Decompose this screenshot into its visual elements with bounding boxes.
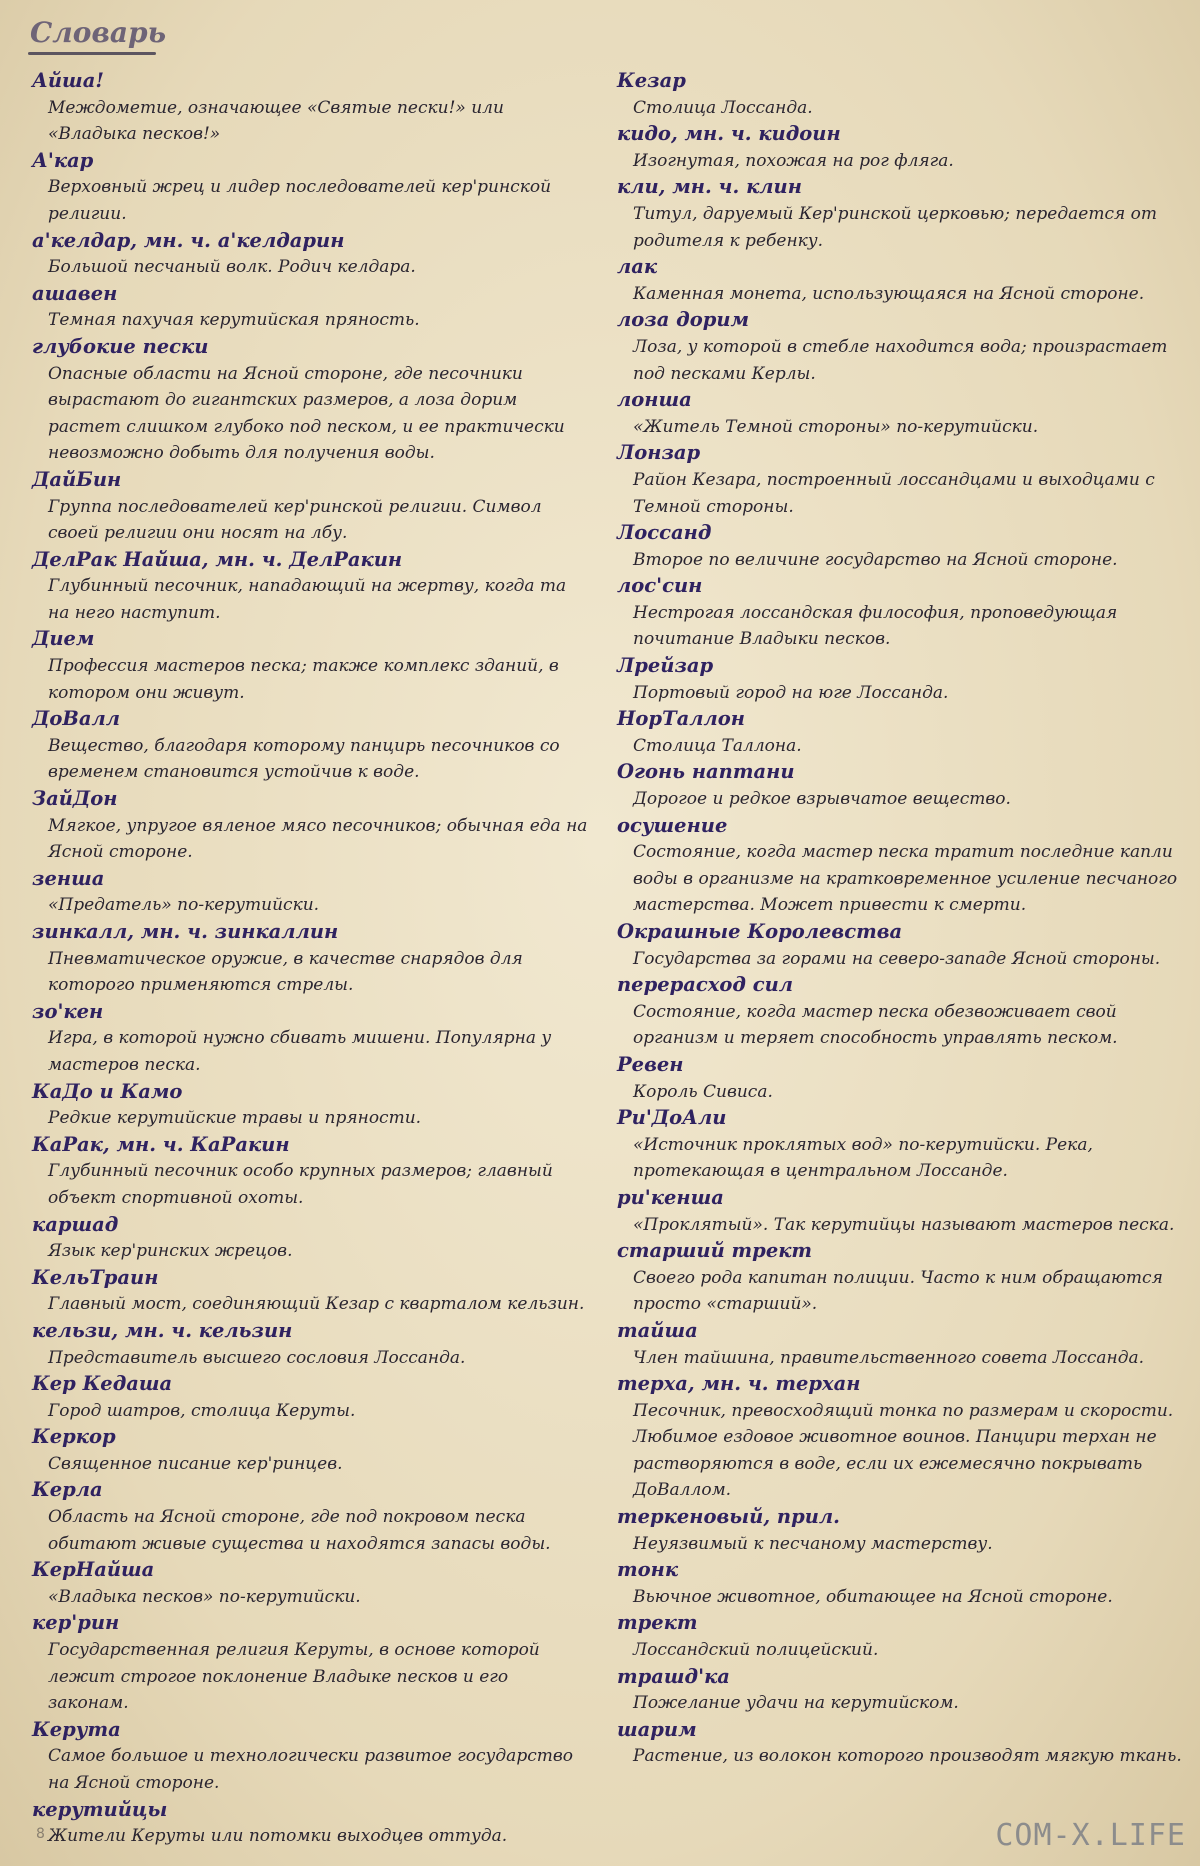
glossary-entry xyxy=(617,1185,1182,1238)
glossary-entry xyxy=(617,1105,1182,1185)
glossary-definition: Междометие, означающее «Святые пески!» или «Владыка песков!» xyxy=(48,97,504,145)
glossary-column-left xyxy=(32,68,592,1850)
glossary-entry xyxy=(617,307,1182,387)
glossary-entry xyxy=(617,1664,1182,1717)
glossary-definition: Профессия мастеров песка; также комплекс зданий, в котором они живут. xyxy=(48,656,559,703)
glossary-term: Айша! xyxy=(32,69,104,92)
glossary-term: зо'кен xyxy=(32,999,104,1023)
glossary-term: Огонь наптани xyxy=(617,760,795,784)
glossary-term: кли, мн. ч. клин xyxy=(617,175,802,199)
glossary-definition: Глубинный песочник особо крупных размеров; главный объект спортивной охоты. xyxy=(48,1161,553,1208)
glossary-term: лак xyxy=(617,255,658,279)
glossary-definition: Опасные области на Ясной стороне, где песочники вырастают до гигантских размеров, а лоза дорим растет слишком глубоко под песком, и ее практически невозможно добыть для получения воды. xyxy=(48,363,565,464)
glossary-entry xyxy=(617,972,1182,1052)
glossary-term: НорТаллон xyxy=(617,707,745,731)
glossary-definition: Государственная религия Керуты, в основе которой лежит строгое поклонение Владыке песков и его законам. xyxy=(48,1640,540,1714)
glossary-entry xyxy=(617,919,1182,972)
glossary-entry xyxy=(32,68,592,148)
glossary-term: трект xyxy=(617,1611,698,1635)
glossary-definition: Язык кер'ринских жрецов. xyxy=(48,1241,293,1262)
glossary-entry xyxy=(32,919,592,999)
glossary-definition: Редкие керутийские травы и пряности. xyxy=(48,1108,422,1129)
glossary-definition: Верховный жрец и лидер последователей кер'ринской религии. xyxy=(48,177,552,224)
glossary-term: КерНайша xyxy=(32,1558,155,1582)
glossary-entry xyxy=(617,1318,1182,1371)
glossary-definition: Каменная монета, использующаяся на Ясной стороне. xyxy=(633,283,1145,304)
glossary-entry xyxy=(32,866,592,919)
glossary-definition: Столица Таллона. xyxy=(633,735,802,756)
glossary-term: Дием xyxy=(32,627,95,651)
glossary-entry xyxy=(32,547,592,627)
glossary-term: Ри'ДоАли xyxy=(617,1106,727,1130)
glossary-entry xyxy=(617,653,1182,706)
glossary-definition: Пневматическое оружие, в качестве снарядов для которого применяются стрелы. xyxy=(48,948,523,996)
page-number: 8 xyxy=(36,1826,45,1842)
glossary-term: тайша xyxy=(617,1318,698,1342)
glossary-entry xyxy=(617,1557,1182,1610)
glossary-entry xyxy=(32,626,592,706)
glossary-term: кидо, мн. ч. кидоин xyxy=(617,122,841,146)
glossary-entry xyxy=(32,228,592,281)
title-underline xyxy=(28,52,156,55)
glossary-definition: Растение, из волокон которого производят мягкую ткань. xyxy=(633,1746,1182,1767)
glossary-term: Лонзар xyxy=(617,441,701,465)
glossary-term: Лоссанд xyxy=(617,521,712,545)
glossary-term: теркеновый, прил. xyxy=(617,1505,840,1529)
glossary-entry xyxy=(32,999,592,1079)
glossary-term: Окрашные Королевства xyxy=(617,920,903,943)
glossary-term: Кер Кедаша xyxy=(32,1372,173,1396)
glossary-entry xyxy=(617,520,1182,573)
glossary-definition: «Источник проклятых вод» по-керутийски. Река, протекающая в центральном Лоссанде. xyxy=(633,1134,1093,1182)
glossary-term: Керута xyxy=(32,1717,121,1741)
glossary-entry xyxy=(32,281,592,334)
glossary-definition: Изогнутая, похожая на рог фляга. xyxy=(633,150,954,171)
glossary-definition: «Предатель» по-керутийски. xyxy=(48,895,320,916)
glossary-term: ри'кенша xyxy=(617,1185,724,1209)
glossary-entry xyxy=(32,1265,592,1318)
glossary-definition: Глубинный песочник, нападающий на жертву, когда та на него наступит. xyxy=(48,576,567,623)
glossary-definition: Вьючное животное, обитающее на Ясной стороне. xyxy=(633,1586,1113,1607)
glossary-definition: «Житель Темной стороны» по-керутийски. xyxy=(633,416,1039,437)
glossary-term: лоза дорим xyxy=(617,308,750,332)
glossary-entry xyxy=(32,706,592,786)
glossary-definition: Город шатров, столица Керуты. xyxy=(48,1400,356,1421)
glossary-entry xyxy=(617,387,1182,440)
glossary-term: лонша xyxy=(617,388,692,412)
glossary-entry xyxy=(617,759,1182,812)
glossary-column-right xyxy=(617,68,1182,1770)
glossary-entry xyxy=(32,1717,592,1797)
glossary-entry xyxy=(617,1052,1182,1105)
glossary-entry xyxy=(32,334,592,467)
glossary-definition: Член тайшина, правительственного совета Лоссанда. xyxy=(633,1347,1145,1368)
glossary-entry xyxy=(32,1610,592,1716)
glossary-term: а'келдар, мн. ч. а'келдарин xyxy=(32,228,345,252)
glossary-entry xyxy=(32,1424,592,1477)
glossary-definition: Представитель высшего сословия Лоссанда. xyxy=(48,1347,466,1368)
glossary-definition: Песочник, превосходящий тонка по размерам и скорости. Любимое ездовое животное воинов. Панцири терхан не растворяются в воде, если их ежемесячно покрывать ДоВаллом. xyxy=(633,1400,1174,1501)
glossary-definition: «Проклятый». Так керутийцы называют мастеров песка. xyxy=(633,1214,1175,1235)
glossary-entry xyxy=(32,1797,592,1850)
glossary-entry xyxy=(617,68,1182,121)
glossary-definition: Группа последователей кер'ринской религии. Символ своей религии они носят на лбу. xyxy=(48,496,542,544)
glossary-term: зинкалл, мн. ч. зинкаллин xyxy=(32,920,339,943)
glossary-term: Кезар xyxy=(617,69,686,92)
glossary-definition: Король Сивиса. xyxy=(633,1081,773,1102)
glossary-definition: Район Кезара, построенный лоссандцами и выходцами с Темной стороны. xyxy=(633,469,1155,517)
glossary-term: ашавен xyxy=(32,281,118,305)
glossary-definition: Состояние, когда мастер песка обезвоживает свой организм и теряет способность управлять песком. xyxy=(633,1001,1118,1049)
glossary-entry xyxy=(32,1079,592,1132)
glossary-entry xyxy=(32,1371,592,1424)
glossary-entry xyxy=(32,1212,592,1265)
glossary-entry xyxy=(617,1238,1182,1318)
glossary-term: ЗайДон xyxy=(32,787,118,811)
glossary-entry xyxy=(32,1557,592,1610)
glossary-definition: Портовый город на юге Лоссанда. xyxy=(633,682,949,703)
glossary-entry xyxy=(617,813,1182,919)
glossary-entry xyxy=(617,1717,1182,1770)
glossary-term: А'кар xyxy=(32,148,94,172)
glossary-definition: Вещество, благодаря которому панцирь песочников со временем становится устойчив к воде. xyxy=(48,735,560,783)
glossary-definition: Игра, в которой нужно сбивать мишени. Популярна у мастеров песка. xyxy=(48,1028,552,1075)
glossary-term: перерасход сил xyxy=(617,973,794,997)
glossary-term: ДоВалл xyxy=(32,707,121,731)
glossary-definition: Самое большое и технологически развитое государство на Ясной стороне. xyxy=(48,1746,573,1793)
glossary-entry xyxy=(617,573,1182,653)
glossary-term: Керла xyxy=(32,1478,103,1502)
glossary-entry xyxy=(617,706,1182,759)
glossary-entry xyxy=(617,1504,1182,1557)
glossary-term: Лрейзар xyxy=(617,654,714,678)
glossary-term: кер'рин xyxy=(32,1611,120,1635)
glossary-term: КаДо и Камо xyxy=(32,1079,183,1103)
glossary-term: осушение xyxy=(617,813,728,837)
glossary-definition: Нестрогая лоссандская философия, проповедующая почитание Владыки песков. xyxy=(633,602,1118,650)
glossary-term: Ревен xyxy=(617,1052,684,1076)
glossary-term: КельТраин xyxy=(32,1265,159,1289)
glossary-definition: Состояние, когда мастер песка тратит последние капли воды в организме на кратковременное усиление песчаного мастерства. Может привести к смерти. xyxy=(633,842,1178,916)
glossary-entry xyxy=(32,1318,592,1371)
glossary-entry xyxy=(617,254,1182,307)
glossary-definition: Столица Лоссанда. xyxy=(633,97,813,118)
glossary-entry xyxy=(617,174,1182,254)
glossary-term: керутийцы xyxy=(32,1797,168,1821)
glossary-definition: Пожелание удачи на керутийском. xyxy=(633,1693,959,1714)
watermark: COM-X.LIFE xyxy=(995,1818,1186,1853)
glossary-entry xyxy=(32,1477,592,1557)
glossary-definition: Большой песчаный волк. Родич келдара. xyxy=(48,257,416,278)
glossary-definition: Область на Ясной стороне, где под покровом песка обитают живые существа и находятся запасы воды. xyxy=(48,1507,551,1554)
glossary-definition: Лоза, у которой в стебле находится вода; произрастает под песками Керлы. xyxy=(633,336,1168,384)
glossary-term: тонк xyxy=(617,1558,679,1582)
glossary-definition: Темная пахучая керутийская пряность. xyxy=(48,310,420,331)
glossary-definition: Титул, даруемый Кер'ринской церковью; передается от родителя к ребенку. xyxy=(633,203,1157,251)
glossary-entry xyxy=(617,1371,1182,1504)
glossary-definition: Главный мост, соединяющий Кезар с кварталом кельзин. xyxy=(48,1294,585,1315)
glossary-definition: Второе по величине государство на Ясной стороне. xyxy=(633,549,1118,570)
glossary-term: старший трект xyxy=(617,1239,813,1263)
glossary-entry xyxy=(32,1132,592,1212)
glossary-term: кельзи, мн. ч. кельзин xyxy=(32,1318,293,1342)
glossary-entry xyxy=(617,440,1182,520)
glossary-term: Керкор xyxy=(32,1425,116,1449)
glossary-definition: Дорогое и редкое взрывчатое вещество. xyxy=(633,789,1011,810)
glossary-entry xyxy=(617,121,1182,174)
glossary-definition: Лоссандский полицейский. xyxy=(633,1640,879,1661)
glossary-term: шарим xyxy=(617,1717,697,1741)
page-title: Словарь xyxy=(30,16,167,49)
glossary-term: КаРак, мн. ч. КаРакин xyxy=(32,1132,290,1156)
glossary-entry xyxy=(32,467,592,547)
glossary-definition: Жители Керуты или потомки выходцев оттуда. xyxy=(48,1826,508,1847)
glossary-term: лос'син xyxy=(617,574,703,598)
glossary-term: ДайБин xyxy=(32,467,122,491)
glossary-definition: Неуязвимый к песчаному мастерству. xyxy=(633,1533,993,1554)
glossary-entry xyxy=(32,786,592,866)
glossary-term: глубокие пески xyxy=(32,334,209,358)
glossary-term: ДелРак Найша, мн. ч. ДелРакин xyxy=(32,547,403,571)
glossary-term: трашд'ка xyxy=(617,1664,730,1688)
glossary-term: зенша xyxy=(32,866,105,890)
glossary-definition: Священное писание кер'ринцев. xyxy=(48,1453,343,1474)
glossary-definition: Государства за горами на северо-западе Ясной стороны. xyxy=(633,948,1161,969)
glossary-definition: «Владыка песков» по-керутийски. xyxy=(48,1586,361,1607)
glossary-term: каршад xyxy=(32,1212,119,1236)
glossary-definition: Мягкое, упругое вяленое мясо песочников; обычная еда на Ясной стороне. xyxy=(48,815,588,863)
glossary-term: терха, мн. ч. терхан xyxy=(617,1372,861,1396)
glossary-entry xyxy=(617,1610,1182,1663)
glossary-definition: Своего рода капитан полиции. Часто к ним обращаются просто «старший». xyxy=(633,1267,1163,1315)
glossary-entry xyxy=(32,148,592,228)
